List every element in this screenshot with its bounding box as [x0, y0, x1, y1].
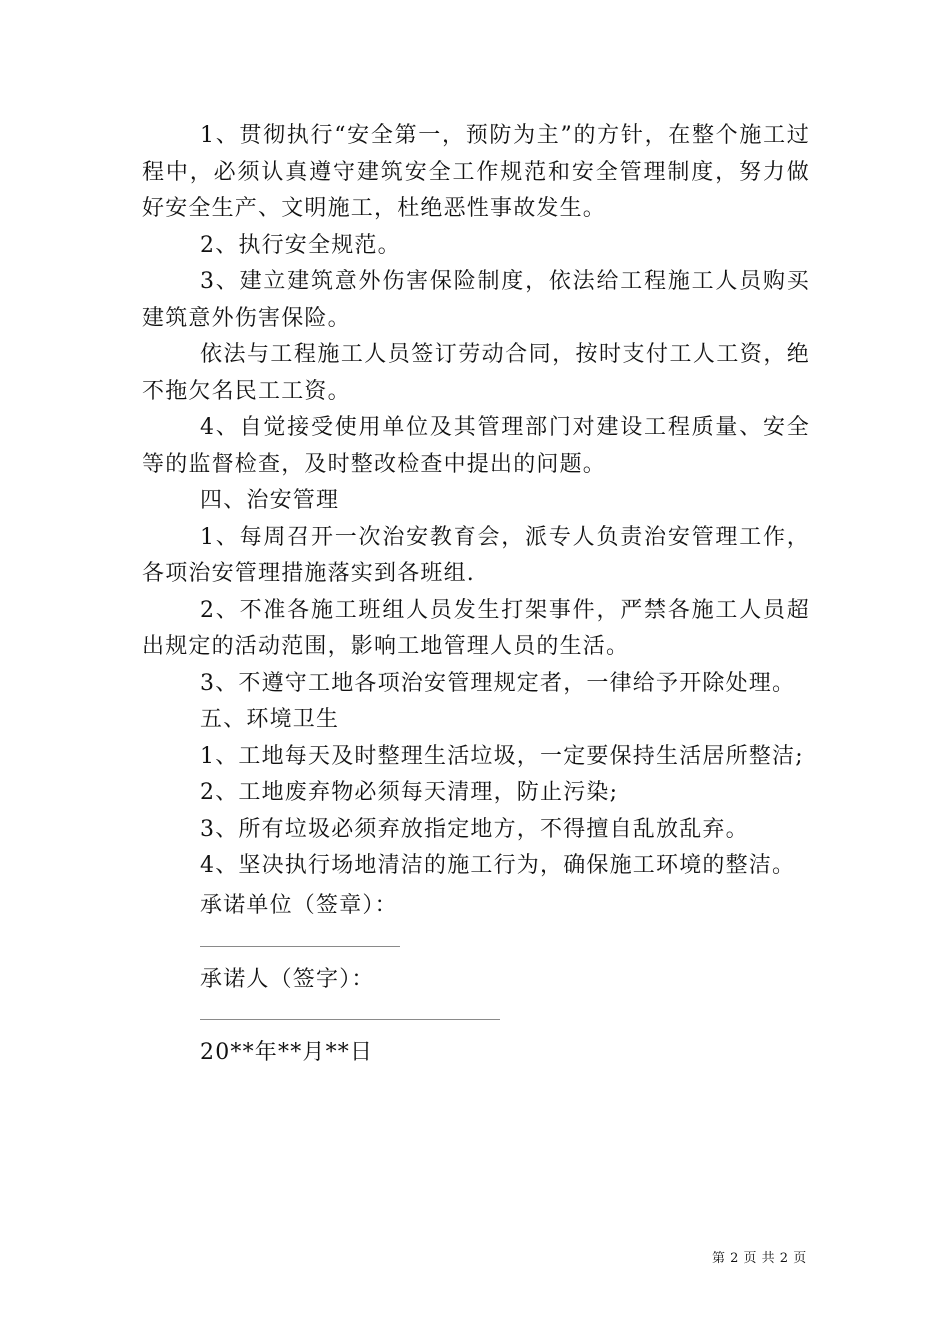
page-number: 第 2 页 共 2 页: [712, 1251, 807, 1266]
signature-date: 20**年**月**日: [200, 1040, 374, 1065]
paragraph-garbage: 1、工地每天及时整理生活垃圾，一定要保持生活居所整洁;: [200, 743, 804, 769]
section-heading-security: 四、治安管理: [200, 488, 340, 513]
signature-person-line: [200, 1019, 500, 1020]
paragraph-security-meeting: 1、每周召开一次治安教育会，派专人负责治安管理工作，各项治安管理措施落实到各班组.: [142, 524, 810, 586]
body-text: [142, 118, 810, 885]
signature-person-label: 承诺人（签字）：: [200, 967, 375, 992]
paragraph-safety-standards: 2、执行安全规范。: [200, 232, 401, 258]
paragraph-labor-contract: 依法与工程施工人员签订劳动合同，按时支付工人工资，绝不拖欠名民工工资。: [142, 342, 810, 404]
paragraph-policy: 1、贯彻执行“安全第一，预防为主”的方针，在整个施工过程中，必须认真遵守建筑安全工作规范和安全管理制度，努力做好安全生产、文明施工，杜绝恶性事故发生。: [142, 123, 810, 221]
paragraph-supervision: 4、自觉接受使用单位及其管理部门对建设工程质量、安全等的监督检查，及时整改检查中提出的问题。: [142, 415, 810, 477]
section-heading-hygiene: 五、环境卫生: [200, 707, 340, 732]
paragraph-no-fighting: 2、不准各施工班组人员发生打架事件，严禁各施工人员超出规定的活动范围，影响工地管理人员的生活。: [142, 597, 810, 659]
signature-unit-line: [200, 946, 400, 947]
paragraph-insurance: 3、建立建筑意外伤害保险制度，依法给工程施工人员购买建筑意外伤害保险。: [142, 269, 810, 331]
paragraph-disposal: 3、所有垃圾必须弃放指定地方，不得擅自乱放乱弃。: [200, 816, 749, 842]
paragraph-dismissal: 3、不遵守工地各项治安管理规定者，一律给予开除处理。: [200, 670, 796, 696]
paragraph-cleanliness: 4、坚决执行场地清洁的施工行为，确保施工环境的整洁。: [200, 853, 796, 878]
signature-unit-label: 承诺单位（签章）：: [200, 893, 398, 918]
paragraph-waste: 2、工地废弃物必须每天清理，防止污染;: [200, 780, 619, 805]
